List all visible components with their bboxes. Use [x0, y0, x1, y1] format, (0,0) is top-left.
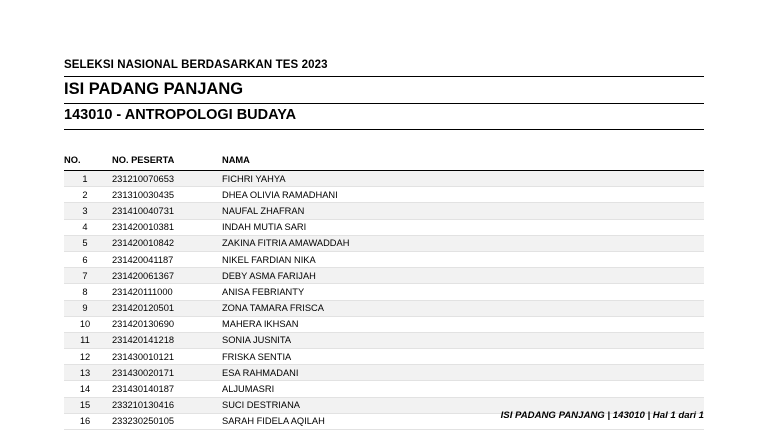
cell-no-peserta: 231430140187 [106, 381, 216, 397]
header-divider-1 [64, 76, 704, 77]
table-row [64, 365, 704, 381]
cell-no-peserta: 231430020171 [106, 365, 216, 381]
cell-nama: DEBY ASMA FARIJAH [216, 268, 704, 284]
table-row [64, 381, 704, 397]
participant-table-wrap [64, 152, 704, 430]
cell-no: 9 [64, 300, 106, 316]
cell-no-peserta: 231430010121 [106, 349, 216, 365]
cell-no-peserta: 231310030435 [106, 187, 216, 203]
column-header-no: NO. [64, 152, 106, 171]
table-row [64, 300, 704, 316]
page-footer: ISI PADANG PANJANG | 143010 | Hal 1 dari 1 [500, 410, 704, 421]
table-row [64, 284, 704, 300]
cell-no: 7 [64, 268, 106, 284]
cell-no: 15 [64, 397, 106, 413]
table-row [64, 235, 704, 251]
table-row [64, 349, 704, 365]
cell-no: 10 [64, 316, 106, 332]
cell-nama: DHEA OLIVIA RAMADHANI [216, 187, 704, 203]
cell-no: 4 [64, 219, 106, 235]
table-row [64, 332, 704, 348]
cell-nama: SONIA JUSNITA [216, 332, 704, 348]
table-row [64, 251, 704, 267]
cell-no-peserta: 231420061367 [106, 268, 216, 284]
cell-nama: ALJUMASRI [216, 381, 704, 397]
cell-nama: ZAKINA FITRIA AMAWADDAH [216, 235, 704, 251]
cell-no: 8 [64, 284, 106, 300]
participant-table [64, 152, 704, 430]
table-header-row [64, 152, 704, 171]
cell-no: 1 [64, 171, 106, 187]
cell-no-peserta: 231420010842 [106, 235, 216, 251]
cell-no: 12 [64, 349, 106, 365]
table-row [64, 203, 704, 219]
cell-nama: MAHERA IKHSAN [216, 316, 704, 332]
cell-nama: ESA RAHMADANI [216, 365, 704, 381]
cell-no: 14 [64, 381, 106, 397]
table-row [64, 316, 704, 332]
program-name: 143010 - ANTROPOLOGI BUDAYA [64, 107, 297, 123]
cell-no-peserta: 231420120501 [106, 300, 216, 316]
cell-no-peserta: 231410040731 [106, 203, 216, 219]
cell-nama: NAUFAL ZHAFRAN [216, 203, 704, 219]
cell-no-peserta: 231420041187 [106, 251, 216, 267]
exam-title: SELEKSI NASIONAL BERDASARKAN TES 2023 [64, 59, 328, 71]
table-row [64, 219, 704, 235]
cell-no: 3 [64, 203, 106, 219]
cell-no-peserta: 231210070653 [106, 171, 216, 187]
cell-no: 16 [64, 413, 106, 429]
cell-nama: FICHRI YAHYA [216, 171, 704, 187]
table-head [64, 152, 704, 171]
header-divider-2 [64, 103, 704, 104]
column-header-no-peserta: NO. PESERTA [106, 152, 216, 171]
cell-no: 6 [64, 251, 106, 267]
cell-no-peserta: 231420010381 [106, 219, 216, 235]
table-body [64, 171, 704, 430]
cell-no-peserta: 231420141218 [106, 332, 216, 348]
cell-nama: NIKEL FARDIAN NIKA [216, 251, 704, 267]
column-header-nama: NAMA [216, 152, 704, 171]
cell-no: 2 [64, 187, 106, 203]
cell-nama: ANISA FEBRIANTY [216, 284, 704, 300]
header-divider-3 [64, 129, 704, 130]
cell-no-peserta: 233210130416 [106, 397, 216, 413]
document-header [64, 0, 704, 130]
cell-no: 5 [64, 235, 106, 251]
cell-no: 13 [64, 365, 106, 381]
table-row [64, 187, 704, 203]
cell-nama: INDAH MUTIA SARI [216, 219, 704, 235]
table-row [64, 171, 704, 187]
cell-nama: FRISKA SENTIA [216, 349, 704, 365]
cell-nama: SARAH FIDELA AQILAH [216, 413, 704, 429]
institution-name: ISI PADANG PANJANG [64, 80, 244, 98]
cell-nama: ZONA TAMARA FRISCA [216, 300, 704, 316]
cell-no-peserta: 233230250105 [106, 413, 216, 429]
cell-no: 11 [64, 332, 106, 348]
table-row [64, 268, 704, 284]
cell-no-peserta: 231420130690 [106, 316, 216, 332]
cell-no-peserta: 231420111000 [106, 284, 216, 300]
cell-nama: SUCI DESTRIANA [216, 397, 704, 413]
